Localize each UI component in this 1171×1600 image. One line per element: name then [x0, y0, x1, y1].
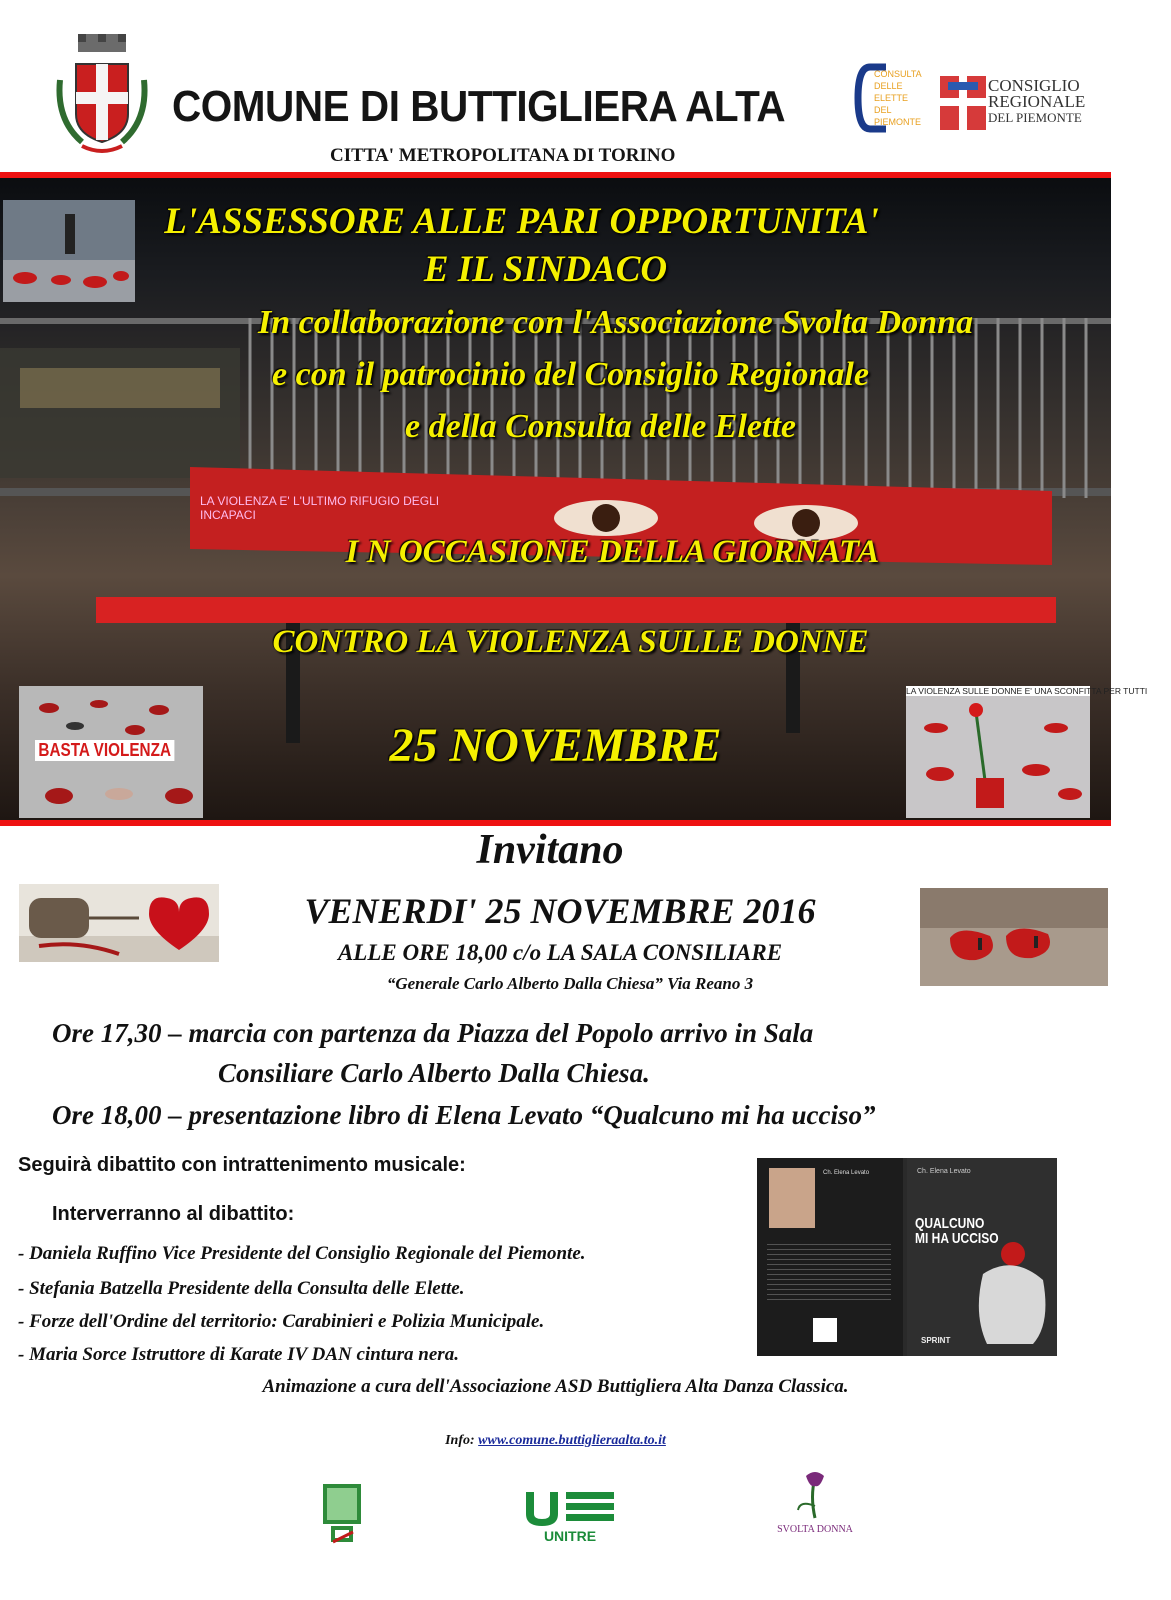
debate-intro: Seguirà dibattito con intrattenimento musicale: [18, 1154, 466, 1176]
program-item-march: Ore 17,30 – marcia con partenza da Piazza del Popolo arrivo in Sala [52, 1018, 814, 1048]
crouching-figure-illustration [963, 1234, 1055, 1356]
banner-line-date: 25 NOVEMBRE [389, 719, 722, 772]
banner-line-violenza: CONTRO LA VIOLENZA SULLE DONNE [272, 624, 869, 660]
svolta-donna-logo [770, 1470, 860, 1542]
consiglio-regionale-emblem [940, 76, 986, 130]
consiglio-text-3: DEL PIEMONTE [988, 110, 1082, 125]
author-photo [769, 1168, 815, 1228]
violence-defeat-caption: LA VIOLENZA SULLE DONNE E' UNA SCONFITTA PER TUTTI [906, 686, 1148, 696]
banner-line-patrocinio: e con il patrocinio del Consiglio Regionale [272, 356, 869, 393]
banner-line-sindaco: E IL SINDACO [423, 249, 668, 290]
event-date: VENERDI' 25 NOVEMBRE 2016 [304, 891, 816, 931]
consiglio-regionale-label [988, 78, 1085, 126]
event-time-place: ALLE ORE 18,00 c/o LA SALA CONSILIARE [337, 940, 783, 965]
unitre-logo [520, 1488, 620, 1544]
red-shoes-photo [920, 888, 1108, 986]
speakers-heading: Interverranno al dibattito: [52, 1203, 295, 1225]
book-front-cover [907, 1158, 1057, 1356]
municipality-title: COMUNE DI BUTTIGLIERA ALTA [172, 82, 786, 131]
consulta-text-2: DELLE [874, 81, 903, 91]
info-label: Info: [445, 1433, 475, 1448]
website-link[interactable]: www.comune.buttiglieraalta.to.it [478, 1433, 666, 1448]
book-title-line-1: QUALCUNO [915, 1215, 985, 1232]
municipality-subtitle: CITTA' METROPOLITANA DI TORINO [330, 145, 676, 166]
speaker-item: - Maria Sorce Istruttore di Karate IV DAN cintura nera. [18, 1344, 459, 1365]
front-author-label: Ch. Elena Levato [917, 1168, 971, 1175]
consulta-elette-logo [856, 63, 940, 133]
consulta-text-3: ELETTE [874, 93, 909, 103]
municipal-crest-logo [52, 30, 152, 158]
qr-code [813, 1318, 837, 1342]
fist-and-heart-image [19, 884, 219, 962]
animation-credit: Animazione a cura dell'Associazione ASD Buttigliera Alta Danza Classica. [262, 1376, 849, 1397]
book-cover [757, 1158, 1057, 1356]
banner-line-assessore: L'ASSESSORE ALLE PARI OPPORTUNITA' [164, 201, 879, 242]
consulta-text-1: CONSULTA [874, 69, 922, 79]
consulta-text-5: PIEMONTE [874, 117, 922, 127]
info-line [0, 1433, 1111, 1449]
invitano-heading: Invitano [476, 827, 624, 873]
program-item-march-cont: Consiliare Carlo Alberto Dalla Chiesa. [218, 1058, 650, 1088]
consiglio-text-2: REGIONALE [988, 92, 1086, 111]
book-back-cover [757, 1158, 903, 1356]
book-title-line-2: MI HA UCCISO [915, 1230, 999, 1247]
program-item-book: Ore 18,00 – presentazione libro di Elena Levato “Qualcuno mi ha ucciso” [52, 1100, 876, 1130]
svolta-label: SVOLTA DONNA [777, 1524, 853, 1535]
publisher-label: SPRINT [921, 1336, 951, 1345]
banner-line-occasione: I N OCCASIONE DELLA GIORNATA [345, 534, 880, 570]
banner-line-consulta: e della Consulta delle Elette [405, 408, 796, 445]
banner-line-collaborazione: In collaborazione con l'Associazione Svolta Donna [257, 304, 974, 341]
basta-violenza-label: BASTA VIOLENZA [35, 740, 174, 761]
unitre-label: UNITRE [543, 1528, 597, 1544]
event-banner [0, 172, 1148, 826]
speaker-item: - Stefania Batzella Presidente della Consulta delle Elette. [18, 1278, 465, 1299]
speaker-item: - Forze dell'Ordine del territorio: Carabinieri e Polizia Municipale. [18, 1311, 545, 1332]
back-cover-text-block [767, 1244, 891, 1304]
consiglio-text-1: CONSIGLIO [988, 76, 1080, 95]
bench-inscription: LA VIOLENZA E' L'ULTIMO RIFUGIO DEGLI INCAPACI [200, 494, 440, 522]
library-logo [313, 1478, 371, 1550]
speaker-item: - Daniela Ruffino Vice Presidente del Consiglio Regionale del Piemonte. [18, 1243, 586, 1264]
back-author-label: Ch. Elena Levato [823, 1170, 870, 1176]
consulta-text-4: DEL [874, 105, 892, 115]
event-address: “Generale Carlo Alberto Dalla Chiesa” Via Reano 3 [386, 974, 754, 993]
